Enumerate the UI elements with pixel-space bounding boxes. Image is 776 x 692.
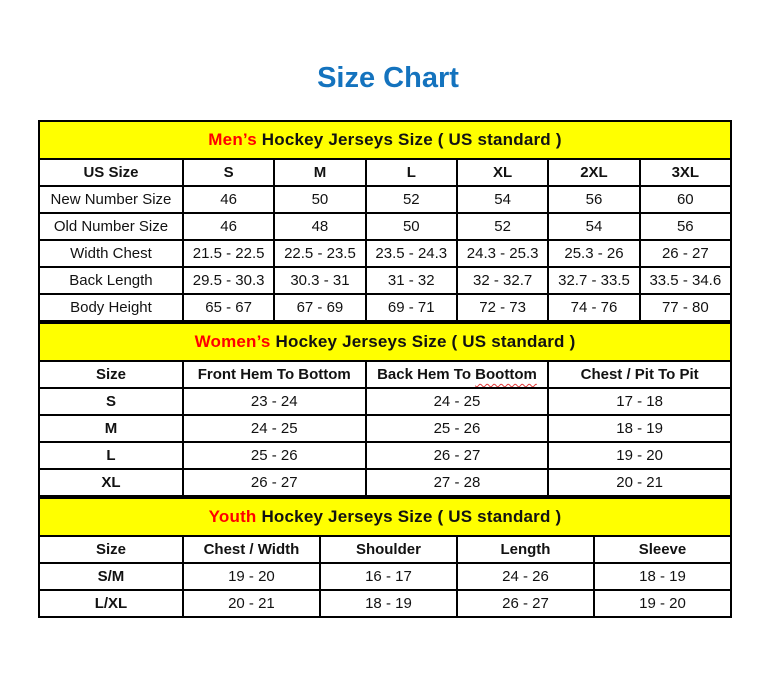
row-label: Width Chest [39, 240, 183, 267]
table-cell: 22.5 - 23.5 [274, 240, 365, 267]
row-label: XL [39, 469, 183, 496]
table-cell: 27 - 28 [366, 469, 549, 496]
table-cell: 26 - 27 [366, 442, 549, 469]
table-cell: 46 [183, 186, 274, 213]
table-row-youth-sm [39, 563, 731, 590]
table-cell: 17 - 18 [548, 388, 731, 415]
column-header-3xl: 3XL [640, 159, 731, 186]
table-cell: 16 - 17 [320, 563, 457, 590]
womens-section-title: Hockey Jerseys Size ( US standard ) [270, 332, 576, 351]
column-header-chest-pit: Chest / Pit To Pit [548, 361, 731, 388]
table-cell: 52 [366, 186, 457, 213]
back-hem-label: Back Hem To [377, 366, 476, 383]
row-label: S/M [39, 563, 183, 590]
column-header-sleeve: Sleeve [594, 536, 731, 563]
table-cell: 65 - 67 [183, 294, 274, 321]
table-cell: 56 [640, 213, 731, 240]
table-row-women-s [39, 388, 731, 415]
table-cell: 56 [548, 186, 639, 213]
row-label: L [39, 442, 183, 469]
table-row-back-length [39, 267, 731, 294]
table-cell: 24 - 26 [457, 563, 594, 590]
mens-section-accent: Men’s [208, 130, 257, 149]
column-header-l: L [366, 159, 457, 186]
column-header-2xl: 2XL [548, 159, 639, 186]
youth-section-header-row [39, 498, 731, 536]
table-cell: 54 [548, 213, 639, 240]
table-cell: 69 - 71 [366, 294, 457, 321]
table-cell: 24 - 25 [366, 388, 549, 415]
table-cell: 24.3 - 25.3 [457, 240, 548, 267]
table-cell: 46 [183, 213, 274, 240]
table-cell: 48 [274, 213, 365, 240]
table-cell: 32 - 32.7 [457, 267, 548, 294]
table-row-women-l [39, 442, 731, 469]
table-cell: 33.5 - 34.6 [640, 267, 731, 294]
table-row-old-number-size [39, 213, 731, 240]
table-cell: 52 [457, 213, 548, 240]
womens-section-header-row [39, 323, 731, 361]
table-cell: 18 - 19 [594, 563, 731, 590]
row-label: Old Number Size [39, 213, 183, 240]
row-label: L/XL [39, 590, 183, 617]
column-header-xl: XL [457, 159, 548, 186]
womens-size-table [38, 322, 732, 497]
table-cell: 32.7 - 33.5 [548, 267, 639, 294]
table-cell: 20 - 21 [548, 469, 731, 496]
table-row-youth-lxl [39, 590, 731, 617]
table-cell: 77 - 80 [640, 294, 731, 321]
table-cell: 25 - 26 [366, 415, 549, 442]
womens-column-header-row [39, 361, 731, 388]
column-header-size: Size [39, 361, 183, 388]
table-cell: 31 - 32 [366, 267, 457, 294]
table-cell: 50 [274, 186, 365, 213]
youth-section-header [39, 498, 731, 536]
table-cell: 67 - 69 [274, 294, 365, 321]
table-row-width-chest [39, 240, 731, 267]
table-row-new-number-size [39, 186, 731, 213]
table-cell: 25.3 - 26 [548, 240, 639, 267]
table-cell: 18 - 19 [548, 415, 731, 442]
youth-section-title: Hockey Jerseys Size ( US standard ) [256, 507, 562, 526]
table-cell: 24 - 25 [183, 415, 366, 442]
row-label: New Number Size [39, 186, 183, 213]
row-label: Body Height [39, 294, 183, 321]
table-cell: 23 - 24 [183, 388, 366, 415]
column-header-back-hem [366, 361, 549, 388]
table-cell: 18 - 19 [320, 590, 457, 617]
column-header-s: S [183, 159, 274, 186]
table-cell: 23.5 - 24.3 [366, 240, 457, 267]
table-cell: 29.5 - 30.3 [183, 267, 274, 294]
table-cell: 54 [457, 186, 548, 213]
column-header-us-size: US Size [39, 159, 183, 186]
table-cell: 26 - 27 [183, 469, 366, 496]
table-cell: 21.5 - 22.5 [183, 240, 274, 267]
table-cell: 26 - 27 [457, 590, 594, 617]
mens-section-header [39, 121, 731, 159]
column-header-shoulder: Shoulder [320, 536, 457, 563]
table-cell: 19 - 20 [594, 590, 731, 617]
womens-section-accent: Women’s [194, 332, 271, 351]
table-row-women-m [39, 415, 731, 442]
table-cell: 25 - 26 [183, 442, 366, 469]
mens-section-title: Hockey Jerseys Size ( US standard ) [256, 130, 562, 149]
column-header-m: M [274, 159, 365, 186]
back-hem-misspelled-word: Boottom [475, 366, 537, 383]
table-cell: 60 [640, 186, 731, 213]
womens-section-header [39, 323, 731, 361]
table-cell: 19 - 20 [183, 563, 320, 590]
row-label: M [39, 415, 183, 442]
table-row-body-height [39, 294, 731, 321]
table-cell: 72 - 73 [457, 294, 548, 321]
page-title: Size Chart [317, 62, 459, 94]
table-cell: 19 - 20 [548, 442, 731, 469]
table-cell: 30.3 - 31 [274, 267, 365, 294]
mens-size-table [38, 120, 732, 322]
row-label: Back Length [39, 267, 183, 294]
size-chart [38, 120, 732, 618]
column-header-length: Length [457, 536, 594, 563]
table-cell: 74 - 76 [548, 294, 639, 321]
mens-section-header-row [39, 121, 731, 159]
table-cell: 20 - 21 [183, 590, 320, 617]
table-row-women-xl [39, 469, 731, 496]
column-header-chest-width: Chest / Width [183, 536, 320, 563]
youth-size-table [38, 497, 732, 618]
youth-column-header-row [39, 536, 731, 563]
table-cell: 26 - 27 [640, 240, 731, 267]
row-label: S [39, 388, 183, 415]
mens-column-header-row [39, 159, 731, 186]
column-header-size: Size [39, 536, 183, 563]
table-cell: 50 [366, 213, 457, 240]
youth-section-accent: Youth [208, 507, 257, 526]
column-header-front-hem: Front Hem To Bottom [183, 361, 366, 388]
